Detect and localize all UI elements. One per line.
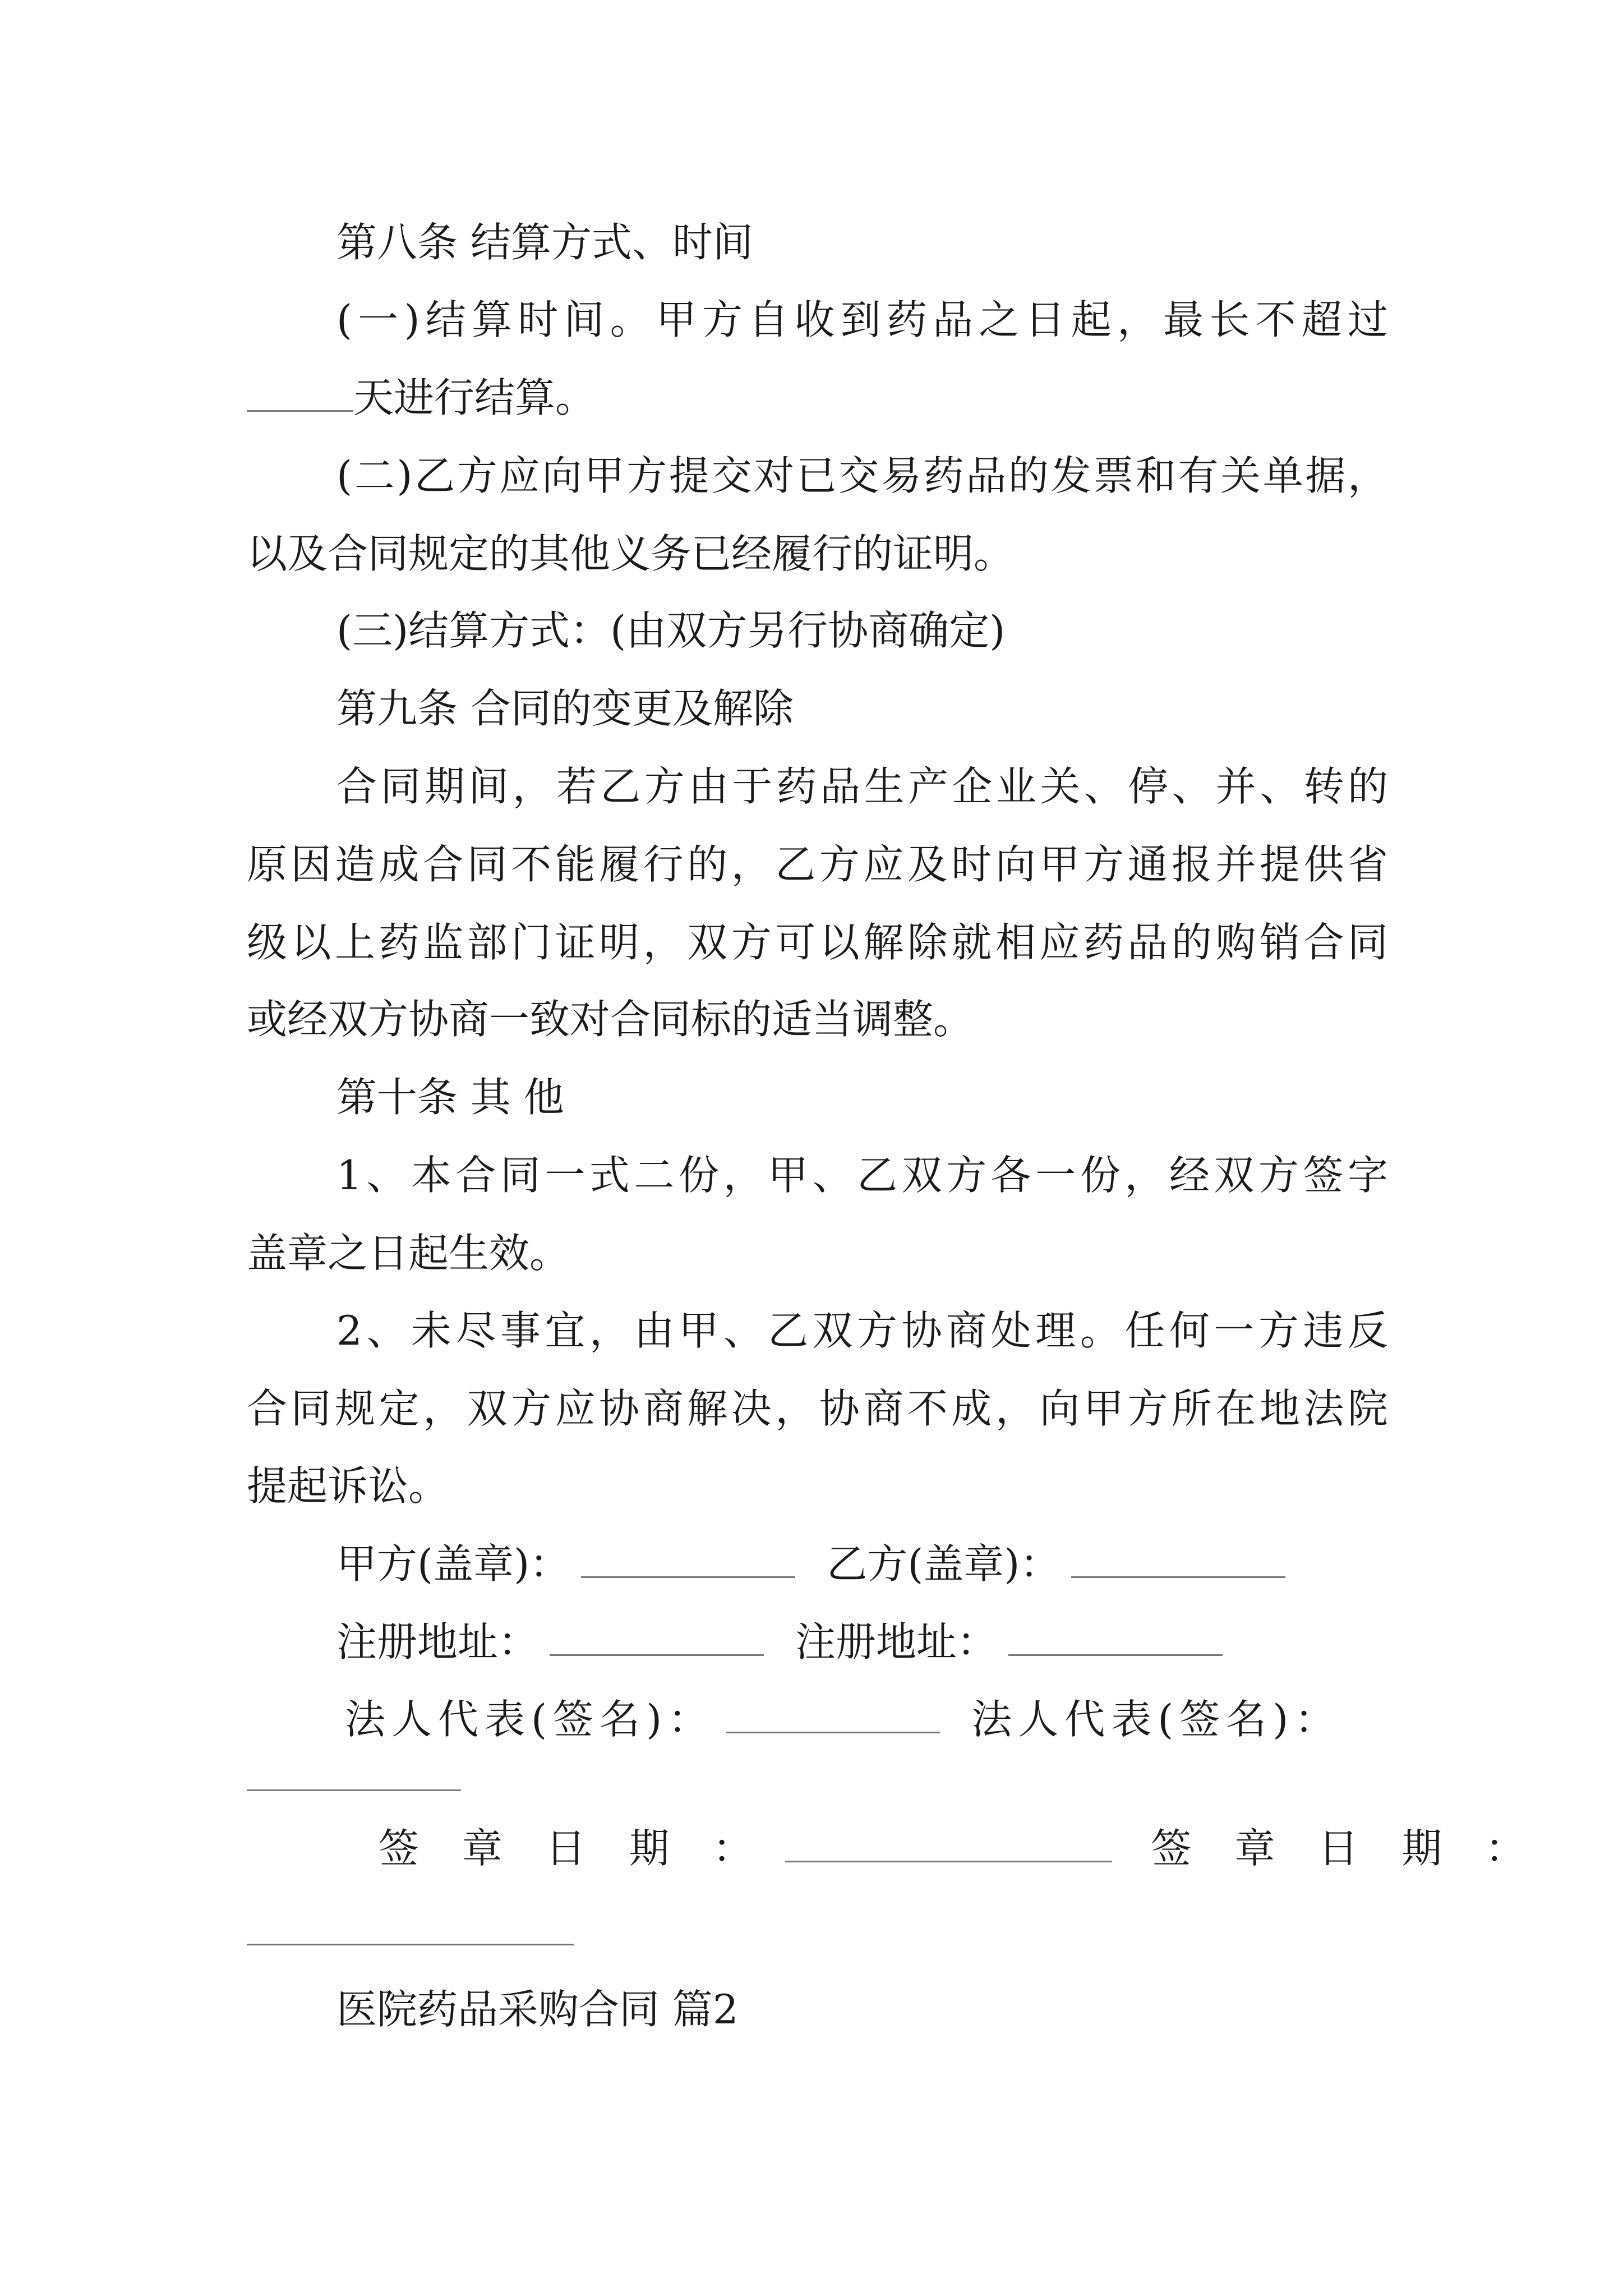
- article8-item1-line1: (一)结算时间。甲方自收到药品之日起，最长不超过: [336, 296, 1388, 343]
- article9-line4: 或经双方协商一致对合同标的适当调整。: [247, 996, 974, 1043]
- article10-item2-line3: 提起诉讼。: [247, 1462, 449, 1510]
- article8-item1-line2: [247, 371, 596, 425]
- rep-a-label: 法人代表(签名)：: [345, 1696, 715, 1743]
- date-a-label: 签 章 日 期 ：: [379, 1825, 768, 1872]
- article10-item1-line2: 盖章之日起生效。: [247, 1230, 570, 1277]
- article10-heading: 第十条 其 他: [336, 1074, 564, 1121]
- party-a-seal-blank: [581, 1576, 795, 1578]
- article8-item2-line2: 以及合同规定的其他义务已经履行的证明。: [247, 530, 1015, 577]
- article8-item1-line2-text: 天进行结算。: [353, 374, 596, 421]
- address-b-label: 注册地址：: [795, 1618, 998, 1665]
- address-a-blank: [550, 1654, 764, 1656]
- next-section-title: 医院药品采购合同 篇2: [336, 1986, 739, 2033]
- address-row: [336, 1615, 1223, 1669]
- article9-heading: 第九条 合同的变更及解除: [336, 685, 794, 732]
- date-a-blank: [785, 1861, 1112, 1862]
- article10-item1-line1: 1、本合同一式二份，甲、乙双方各一份，经双方签字: [336, 1152, 1388, 1199]
- article8-heading: 第八条 结算方式、时间: [336, 219, 753, 266]
- party-b-seal-label: 乙方(盖章)：: [827, 1540, 1061, 1588]
- date-b-blank: [247, 1944, 574, 1945]
- date-row: [379, 1821, 1541, 1875]
- party-b-seal-blank: [1071, 1576, 1285, 1578]
- rep-b-blank: [247, 1789, 461, 1791]
- article8-item2-line1: (二)乙方应向甲方提交对已交易药品的发票和有关单据，: [336, 452, 1388, 499]
- address-b-blank: [1008, 1654, 1223, 1656]
- article9-line2: 原因造成合同不能履行的，乙方应及时向甲方通报并提供省: [247, 841, 1388, 888]
- seal-row: [336, 1537, 1285, 1591]
- representative-row: [345, 1692, 1341, 1746]
- article10-item2-line1: 2、未尽事宜，由甲、乙双方协商处理。任何一方违反: [336, 1307, 1388, 1354]
- article8-item3: (三)结算方式：(由双方另行协商确定): [336, 607, 1006, 654]
- rep-b-label: 法人代表(签名)：: [971, 1696, 1341, 1743]
- party-a-seal-label: 甲方(盖章)：: [336, 1540, 570, 1588]
- article9-line1: 合同期间，若乙方由于药品生产企业关、停、并、转的: [336, 763, 1388, 810]
- days-blank: [247, 410, 353, 412]
- article10-item2-line2: 合同规定，双方应协商解决，协商不成，向甲方所在地法院: [247, 1385, 1388, 1432]
- rep-a-blank: [726, 1732, 940, 1733]
- article9-line3: 级以上药监部门证明，双方可以解除就相应药品的购销合同: [247, 919, 1388, 966]
- address-a-label: 注册地址：: [336, 1618, 539, 1665]
- date-b-label: 签 章 日 期 ：: [1151, 1825, 1541, 1872]
